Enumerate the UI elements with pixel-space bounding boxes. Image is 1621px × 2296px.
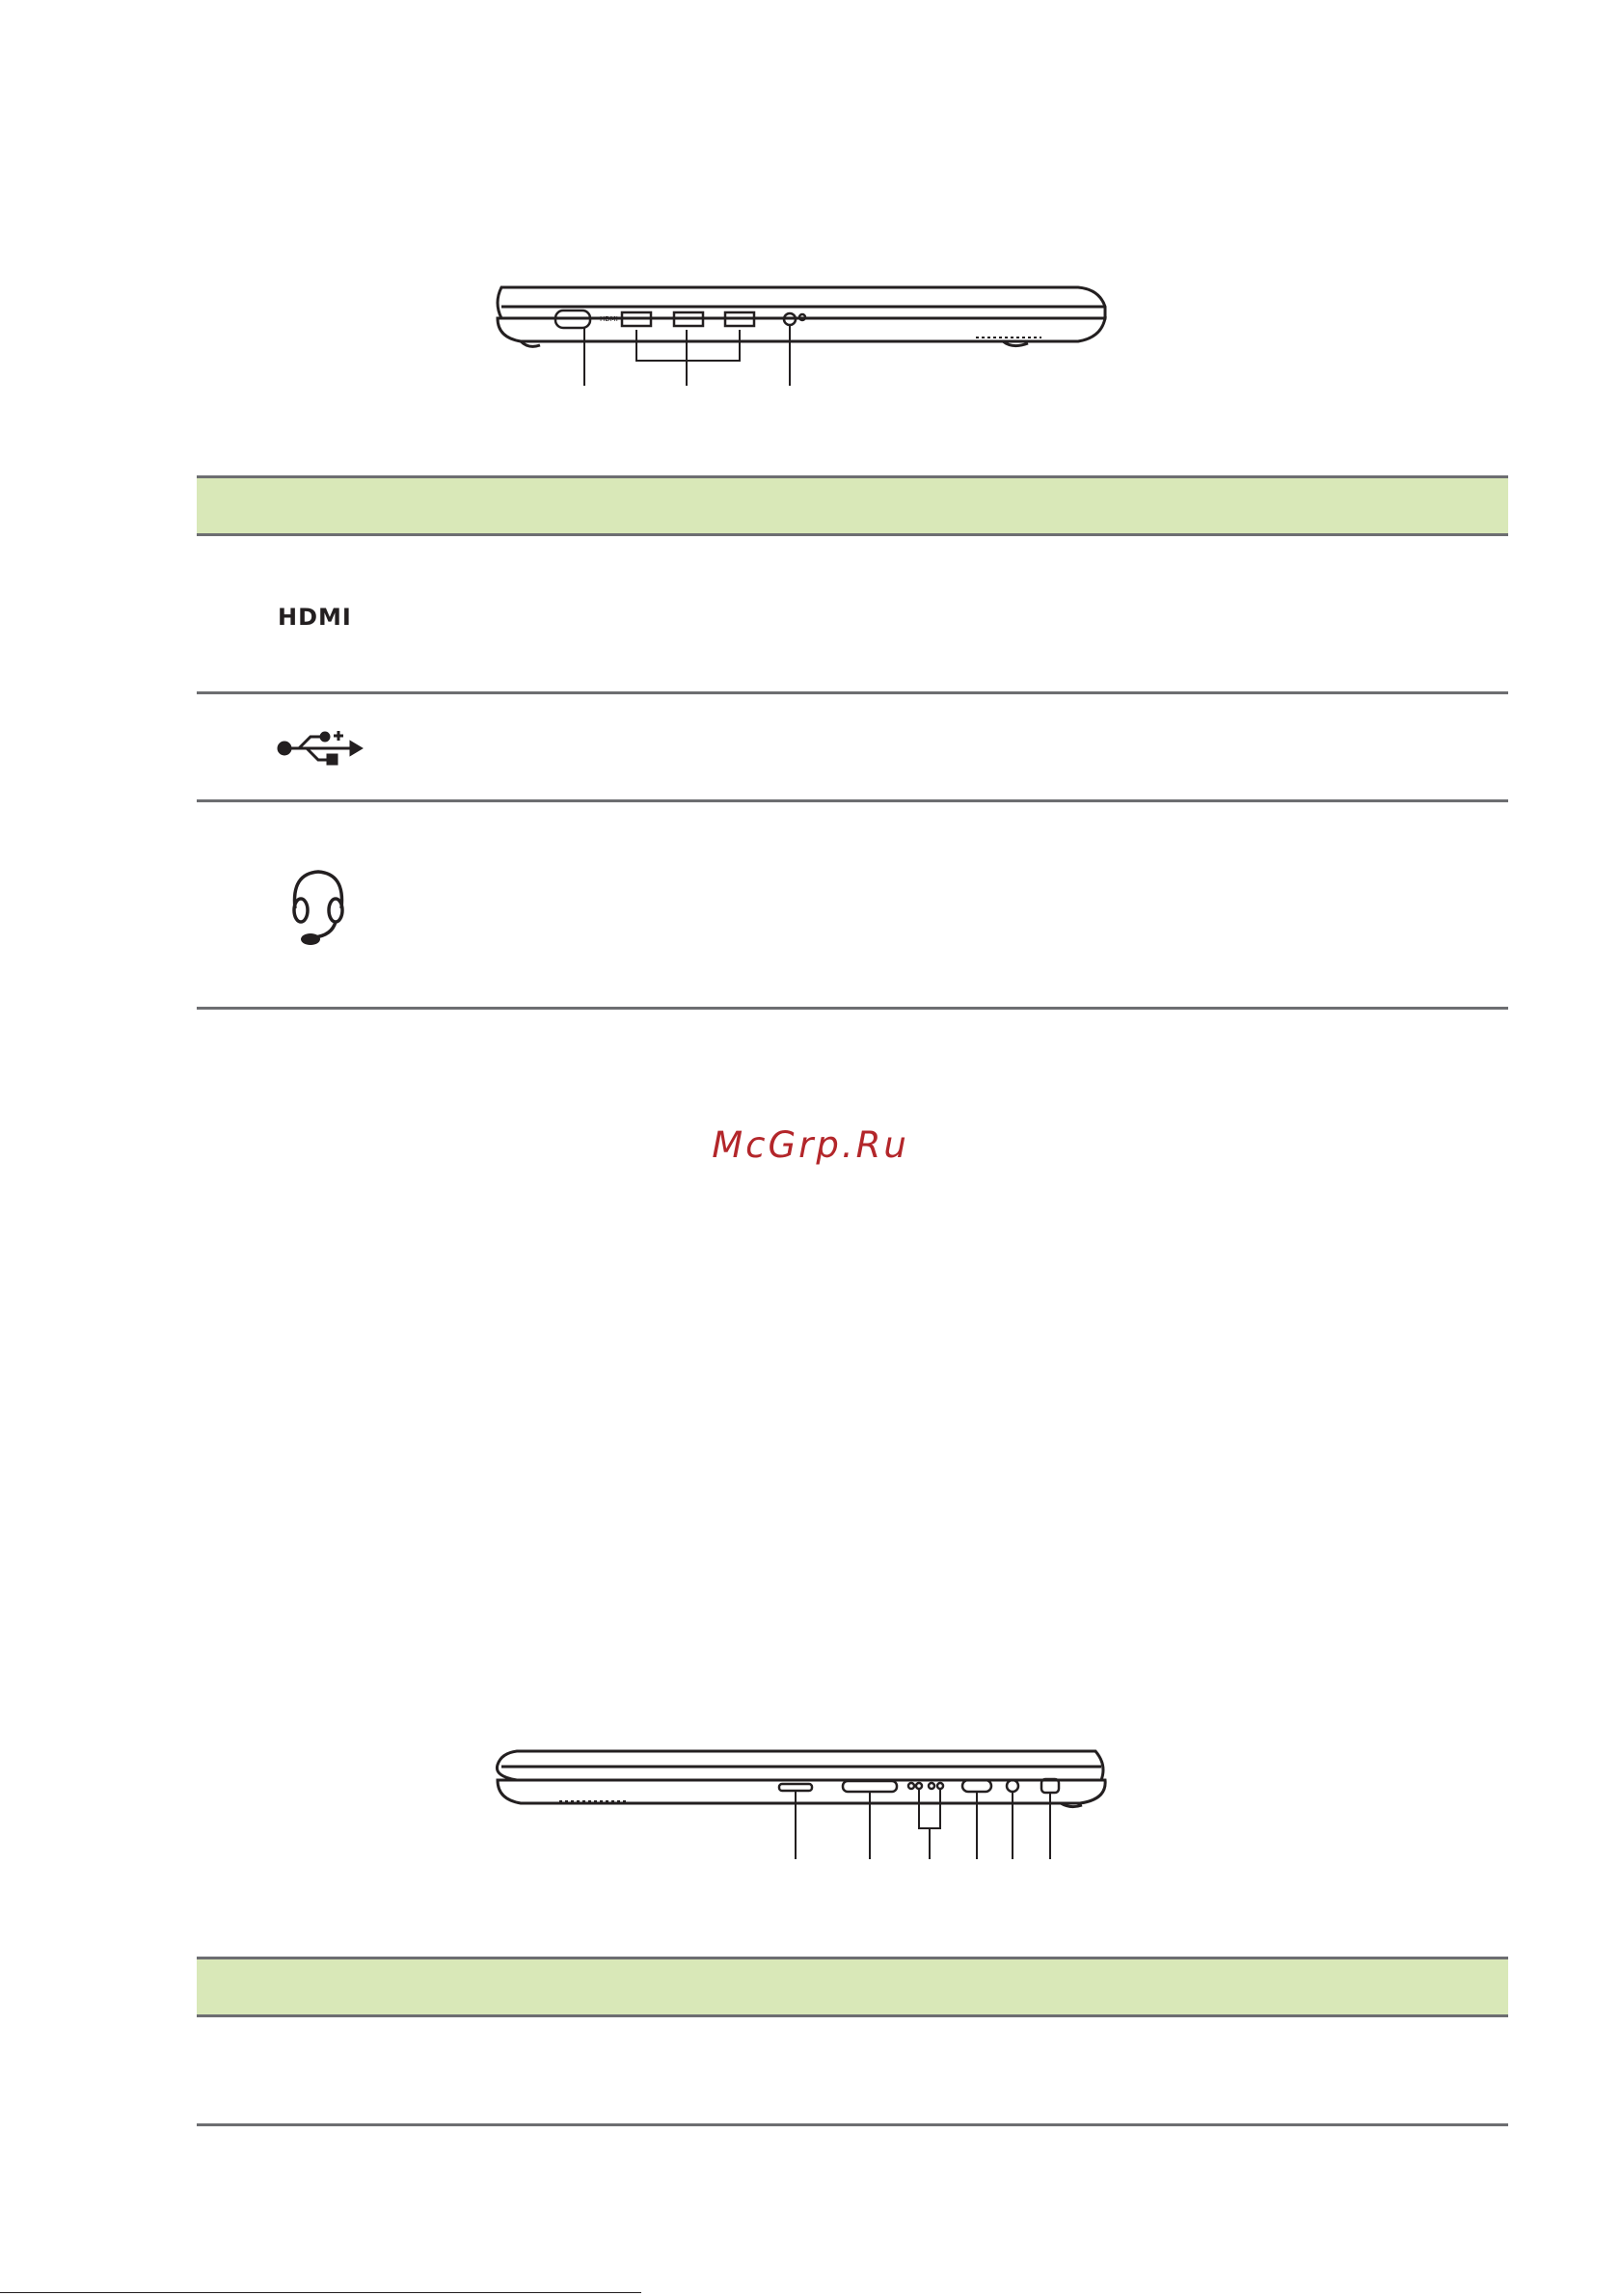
left-row-hdmi — [197, 536, 1508, 692]
left-row-usb — [197, 694, 1508, 800]
left-callout-lines — [584, 326, 790, 386]
left-side-view-diagram — [0, 0, 1621, 405]
left-table-bottom-rule — [197, 1007, 1508, 1010]
svg-text:HDMI: HDMI — [600, 315, 618, 323]
left-table-header — [197, 475, 1508, 536]
watermark: McGrp.Ru — [712, 1124, 909, 1166]
laptop-left-side-outline — [498, 287, 1105, 346]
laptop-right-side-outline — [497, 1751, 1105, 1807]
right-table-bottom-rule — [197, 2123, 1508, 2126]
hdmi-label: HDMI — [278, 604, 352, 631]
headset-icon — [287, 866, 355, 953]
left-row-audio — [197, 802, 1508, 1009]
right-row-1 — [197, 2017, 1508, 2123]
hdmi-icon — [278, 602, 365, 631]
usb-icon — [278, 731, 365, 779]
right-table-header — [197, 1957, 1508, 2017]
right-callout-lines — [796, 1790, 1050, 1859]
footer-rule — [0, 2292, 641, 2293]
